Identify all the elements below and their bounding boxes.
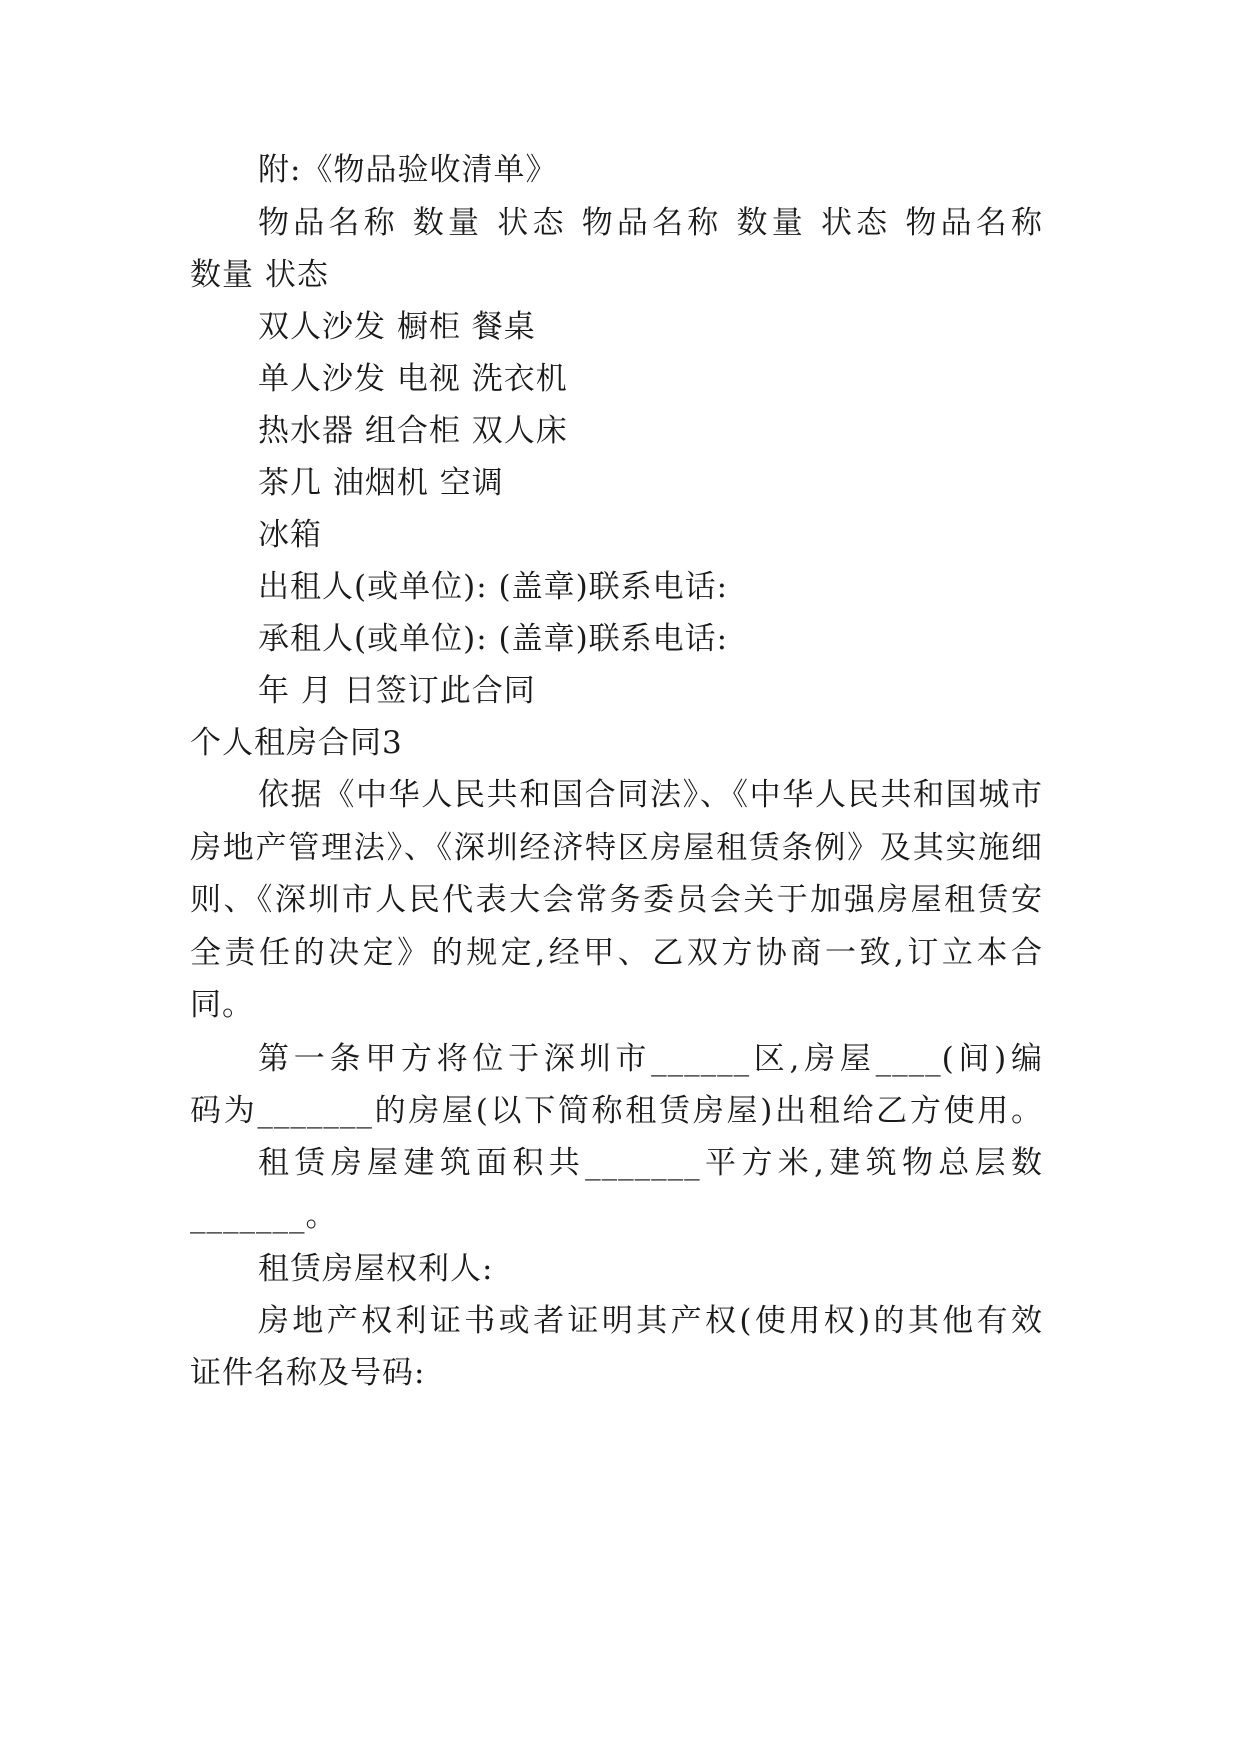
checklist-row-4: 茶几 油烟机 空调 [258,465,504,501]
checklist-row-5: 冰箱 [258,517,322,553]
checklist-row-2: 单人沙发 电视 洗衣机 [258,361,568,397]
article-1-line-2: 码为_______的房屋(以下简称租赁房屋)出租给乙方使用。 [190,1093,1043,1129]
checklist-header-line-1: 物品名称 数量 状态 物品名称 数量 状态 物品名称 [258,205,1043,241]
signing-date-line: 年 月 日签订此合同 [258,673,536,709]
certificate-line-1: 房地产权利证书或者证明其产权(使用权)的其他有效 [258,1303,1043,1339]
paragraph-basis-line-3: 则、《深圳市人民代表大会常务委员会关于加强房屋租赁安 [190,882,1043,918]
lessee-signature-line: 承租人(或单位): (盖章)联系电话: [258,621,729,657]
paragraph-basis-line-5: 同。 [190,987,254,1023]
checklist-row-1: 双人沙发 橱柜 餐桌 [258,309,536,345]
appendix-title: 附:《物品验收清单》 [258,152,558,188]
area-line-2: _______。 [190,1198,338,1234]
rights-holder-line: 租赁房屋权利人: [258,1251,494,1287]
certificate-line-2: 证件名称及号码: [190,1355,426,1391]
checklist-header-line-2: 数量 状态 [190,257,329,293]
paragraph-basis-line-4: 全责任的决定》的规定,经甲、乙双方协商一致,订立本合 [190,935,1043,971]
article-1-line-1: 第一条甲方将位于深圳市______区,房屋____(间)编 [258,1041,1043,1077]
lessor-signature-line: 出租人(或单位): (盖章)联系电话: [258,569,729,605]
paragraph-basis-line-2: 房地产管理法》、《深圳经济特区房屋租赁条例》及其实施细 [190,830,1043,866]
area-line-1: 租赁房屋建筑面积共_______平方米,建筑物总层数 [258,1145,1043,1181]
checklist-row-3: 热水器 组合柜 双人床 [258,413,568,449]
paragraph-basis-line-1: 依据《中华人民共和国合同法》、《中华人民共和国城市 [258,777,1043,813]
contract-heading: 个人租房合同3 [190,725,403,761]
